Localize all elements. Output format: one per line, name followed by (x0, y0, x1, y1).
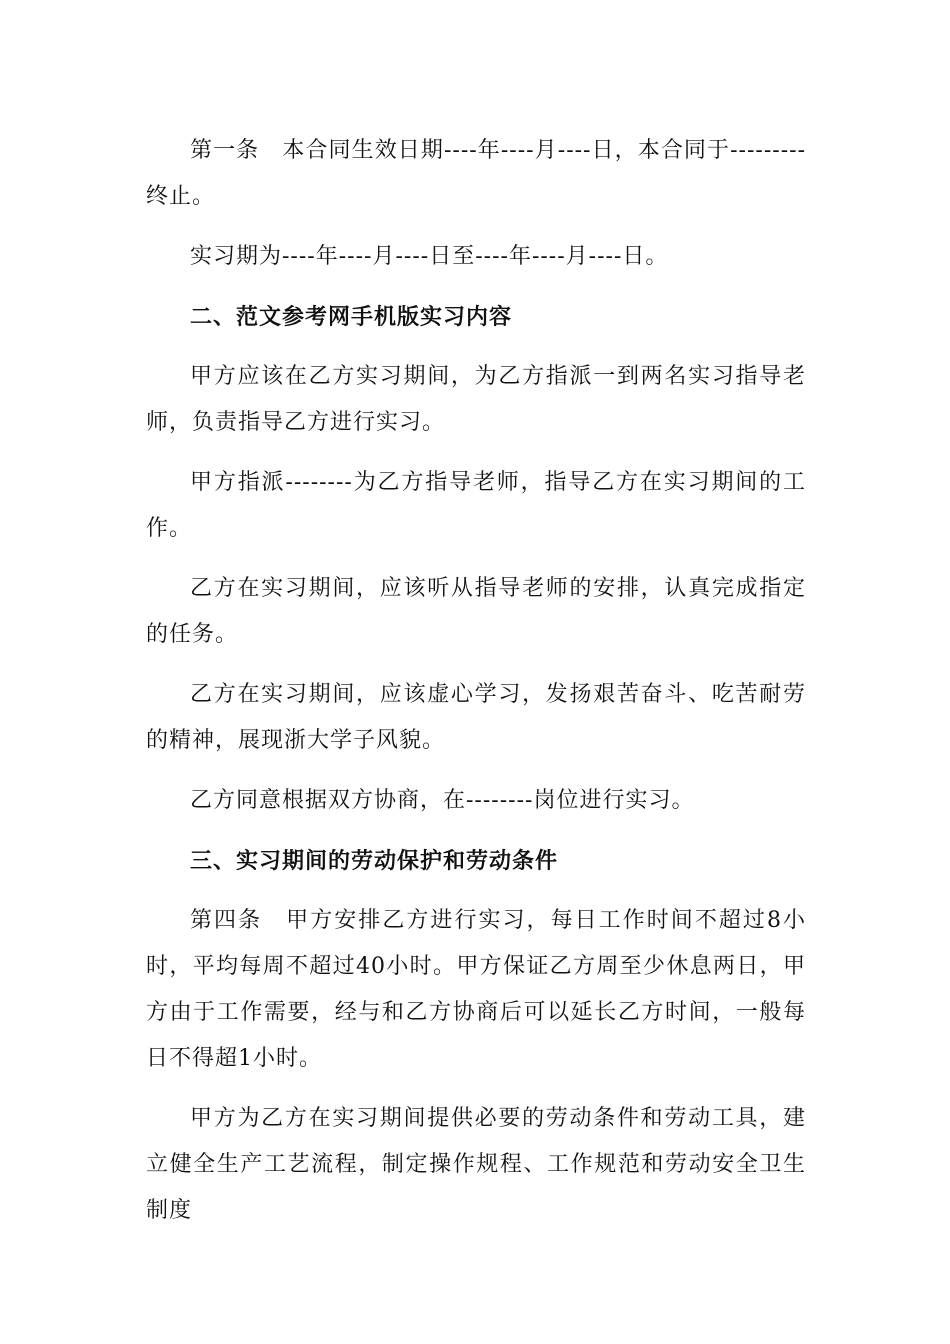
clause-effective-date: 第一条 本合同生效日期----年----月----日，本合同于---------终止。 (146, 138, 806, 209)
clause-working-hours: 第四条 甲方安排乙方进行实习，每日工作时间不超过8小时，平均每周不超过40小时。甲方保证乙方周至少休息两日，甲方由于工作需要，经与和乙方协商后可以延长乙方时间，一般每日不得超1小时。 (146, 908, 806, 1071)
document-body (146, 128, 806, 1248)
paragraph-follow-instructions: 乙方在实习期间，应该听从指导老师的安排，认真完成指定的任务。 (146, 576, 806, 647)
section-heading-labor-protection: 三、实习期间的劳动保护和劳动条件 (190, 848, 559, 874)
internship-period: 实习期为----年----月----日至----年----月----日。 (190, 244, 669, 269)
paragraph-named-mentor: 甲方指派--------为乙方指导老师，指导乙方在实习期间的工作。 (146, 470, 806, 541)
paragraph-learning-spirit: 乙方在实习期间，应该虚心学习，发扬艰苦奋斗、吃苦耐劳的精神，展现浙大学子风貌。 (146, 682, 806, 753)
paragraph-assign-mentors: 甲方应该在乙方实习期间，为乙方指派一到两名实习指导老师，负责指导乙方进行实习。 (146, 364, 806, 435)
paragraph-position: 乙方同意根据双方协商，在--------岗位进行实习。 (190, 788, 695, 813)
section-heading-internship-content: 二、范文参考网手机版实习内容 (190, 304, 513, 330)
paragraph-working-conditions: 甲方为乙方在实习期间提供必要的劳动条件和劳动工具，建立健全生产工艺流程，制定操作规程、工作规范和劳动安全卫生制度 (146, 1106, 806, 1223)
